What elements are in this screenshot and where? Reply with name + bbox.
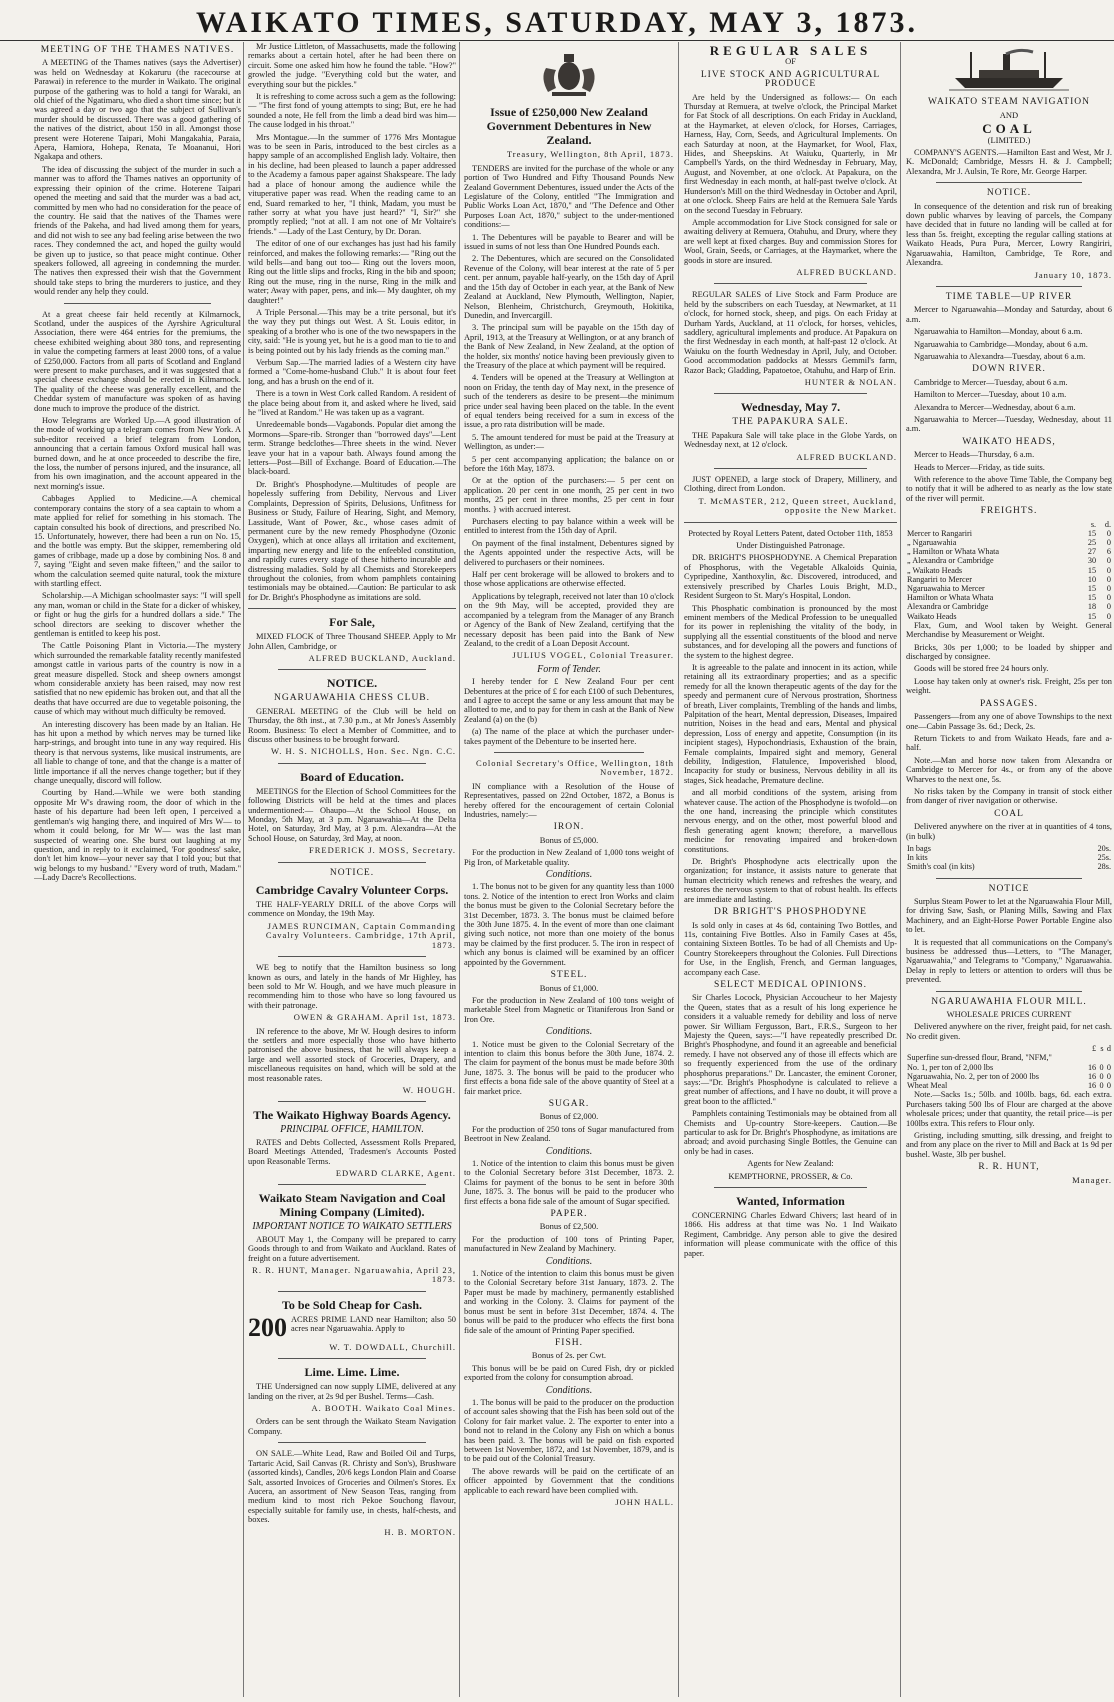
table-row — [906, 853, 1112, 862]
ad-title: For Sale, — [329, 615, 375, 630]
table-row — [906, 612, 1112, 621]
ad-text: With reference to the above Time Table, the Company beg to notify that it will be adhered to as nearly as the low state of the river will permit. — [906, 475, 1112, 503]
ad-dateline: January 10, 1873. — [1034, 269, 1112, 280]
table-cell: „ Ngaruawahia — [907, 538, 957, 548]
table-row — [906, 556, 1112, 565]
ad-signature: W. HOUGH. — [402, 1084, 456, 1095]
ad-signature: FREDERICK J. MOSS, Secretary. — [309, 845, 456, 856]
ad-signature: OWEN & GRAHAM. April 1st, 1873. — [293, 1012, 456, 1023]
table-cell: 15 — [1087, 528, 1097, 538]
table-cell: 16 — [1087, 1071, 1097, 1081]
conditions-label: Conditions. — [545, 1145, 593, 1157]
separator — [64, 303, 211, 304]
table-cell: 16 — [1087, 1062, 1097, 1072]
ad-text: IN compliance with a Resolution of the House of Representatives, passed on 22nd October, 1872, a Bonus is hereby offered for the encouragement of certain Colonial Industries, namely:— — [464, 781, 674, 819]
conditions-label: Conditions. — [545, 869, 593, 881]
ad-text: No risks taken by the Company in transit of stock either from danger of river navigation or otherwise. — [906, 786, 1112, 806]
ad-text: Ample accommodation for Live Stock consigned for sale or awaiting delivery at Remuera, Otahuhu, and Drury, where they are well kept at fixed charges. Buy and commission Stores for Wool, Grain, Seeds, or Carriages, at the Haymarket, where the goods in store are insured. — [684, 217, 897, 265]
ad-title: NOTICE. — [326, 676, 378, 691]
table-cell: 0 — [1099, 1062, 1104, 1072]
bonus-amount: Bonus of £1,000. — [539, 982, 599, 993]
table-cell — [1085, 1053, 1097, 1062]
ad-text: THE HALF-YEARLY DRILL of the above Corps will commence on Monday, the 19th May. — [248, 900, 456, 919]
table-header-cell: £ — [1092, 1044, 1097, 1054]
separator — [278, 1291, 426, 1292]
ad-text: MIXED FLOCK of Three Thousand SHEEP. Apply to Mr John Allen, Cambridge, or — [248, 632, 456, 651]
ad-signature: EDWARD CLARKE, Agent. — [335, 1168, 456, 1178]
separator — [278, 1101, 426, 1102]
timetable-row: Ngaruawahia to Mercer—Tuesday, Wednesday, about 11 a.m. — [906, 414, 1112, 434]
ad-text: ACRES PRIME LAND near Hamilton; also 50 acres near Ngaruawahia. Apply to — [291, 1314, 456, 1334]
table-cell: 0 — [1106, 1081, 1111, 1091]
article-paragraph: A Triple Personal.—This may be a trite personal, but it's the way they put things out West. A St. Louis editor, in speaking of a brother who is one of the two newspapers in the city, said: "He is young yet, but he is a good man to tie to and is being pointed out by his lady friends as the coming man." — [248, 307, 456, 355]
conditions-label: Conditions. — [545, 1384, 593, 1396]
ad-text: ABOUT May 1, the Company will be prepared to carry Goods through to and from Waikato and Auckland. Rates of freight on a future advertisement. — [248, 1234, 456, 1263]
ad-text: In consequence of the detention and risk run of breaking down public wharves by leaving of parcels, the Company have decided that in future no landing will be called at for less than 5s. freight, excepting the regular calling stations at Waikato Heads, Pura Pura, Mercer, Lowry Rangiriri, Ngaruawahia, Hamilton, Cambridge, Te Rore, and Alexandra. — [906, 201, 1112, 268]
separator — [936, 286, 1082, 287]
column-1 — [34, 42, 241, 1697]
ad-signature: H. B. MORTON. — [384, 1526, 456, 1537]
ad-title: Cambridge Cavalry Volunteer Corps. — [255, 883, 449, 898]
ad-subtitle: Under Distinguished Patronage. — [736, 540, 845, 551]
ad-text: 2. The Debentures, which are secured on the Consolidated Revenue of the Colony, will bear interest at the rate of 5 per cent. per annum, payable half-yearly, on the 15th day of April and the 15th day of October in each year, at the Bank of New Zealand at Auckland, New Plymouth, Wellington, Napier, Nelson, Blenheim, Christchurch, Greymouth, Hokitika, Dunedin, and Invercargill. — [464, 254, 674, 320]
column-2 — [248, 42, 456, 1697]
table-header-cell — [906, 1044, 1085, 1053]
table-cell: 15 — [1087, 565, 1097, 575]
ad-text: On payment of the final instalment, Debentures signed by the Agents appointed under the respective Acts, will be delivered to purchasers or their nominees. — [464, 538, 674, 567]
company-name: COAL — [982, 121, 1036, 137]
table-cell: 25 — [1087, 538, 1097, 548]
table-cell: No. 1, per ton of 2,000 lbs — [907, 1062, 994, 1072]
separator — [494, 752, 644, 753]
table-cell: „ Alexandra or Cambridge — [907, 556, 994, 566]
ad-text: Applications by telegraph, received not later than 10 o'clock on the 9th May, will be accepted, provided they are accompanied by a telegram from the Manager of any Branch or Agency of the Bank of New Zealand, certifying that the necessary deposit has been paid into the Bank of New Zealand, to the credit of a Loan Deposit Account. — [464, 591, 674, 648]
ad-text: Purchasers electing to pay balance within a week will be entitled to interest from the 15th day of April. — [464, 517, 674, 536]
separator — [936, 182, 1082, 183]
table-cell: Wheat Meal — [907, 1081, 948, 1091]
ad-title: The Waikato Highway Boards Agency. — [253, 1108, 451, 1123]
separator — [278, 956, 426, 957]
table-cell: 6 — [1106, 547, 1111, 557]
article-paragraph: Mr Justice Littleton, of Massachusetts, made the following remarks about a certain hotel, after he had been there on circuit. Some one asked him how he found the table. "How?" growled the judge. "Everything cold but the water, and everything sour but the pickles." — [248, 42, 456, 89]
bonus-amount: Bonus of £2,000. — [539, 1111, 599, 1122]
ad-text: Surplus Steam Power to let at the Ngaruawahia Flour Mill, for driving Saw, Sash, or Planing Mills, Sawing and Flax Machinery, and an Eight-Horse Power Portable Engine also to let. — [906, 897, 1112, 935]
table-header-cell — [906, 520, 1078, 529]
ad-text: Return Tickets to and from Waikato Heads, fare and a-half. — [906, 733, 1112, 753]
table-cell: 30 — [1087, 556, 1097, 566]
prices-title: WHOLESALE PRICES CURRENT — [946, 1009, 1072, 1020]
ad-signature: W. T. DOWDALL, Churchill. — [329, 1341, 456, 1352]
table-cell: 0 — [1106, 1062, 1111, 1072]
bonus-amount: Bonus of £5,000. — [539, 834, 599, 845]
article-paragraph: Dr. Bright's Phosphodyne.—Multitudes of people are hopelessly suffering from Debility, Nervous and Liver Complaints, Depression of Spirits, Delusions, Unfitness for Business or Study, Failure of Hearing, Sight, and Memory, Lassitude, Want of Power, &c., whose cases admit of permanent cure by the new remedy Phosphodyne (Ozonic Oxygen), which at once allays all irritation and excitement, imparting new energy and life to the enfeebled constitution, and rapidly cures every stage of these hitherto incurable and distressing maladies. Sold by all Chemists and Storekeepers throughout the colonies, from whom pamphlets containing testimonials may be obtained.—Caution: Be particular to ask for Dr. Bright's Phosphodyne as imitations are sold. — [248, 479, 456, 602]
ad-text: This bonus will be be paid on Cured Fish, dry or pickled exported from the colony for consumption abroad. — [464, 1363, 674, 1383]
table-cell: Ngaruawahia, No. 2, per ton of 2000 lbs — [907, 1071, 1039, 1081]
separator — [278, 1442, 426, 1443]
article-paragraph: An interesting discovery has been made by an Italian. He has hit upon a method by which nerves may be turned like harp-strings, and brought into tune in any way required. His theory is that nervous systems, like musical instruments, are all liable to change of tone, and that the change is a matter of little importance if all the nerves change together; but if they change unequally, discord will follow. — [34, 719, 241, 786]
table-cell: 16 — [1087, 1081, 1097, 1091]
table-cell: 25s. — [1097, 853, 1111, 863]
ad-signature: JOHN HALL. — [615, 1497, 674, 1507]
article-paragraph: Scholarship.—A Michigan schoolmaster says: "I will spell any man, woman or child in the State for a dicker of whiskey, or fight or hug the girls for a hundred dollars a side." The school directors are seeking to discover whether the gentleman is entitled to keep his post. — [34, 591, 241, 638]
timetable-row: Ngaruawahia to Hamilton—Monday, about 6 a.m. — [914, 327, 1083, 337]
ad-title: Waikato Steam Navigation and Coal Mining Company (Limited). — [258, 1191, 446, 1220]
ad-title: Issue of £250,000 New Zealand Government Debentures in New Zealand. — [486, 105, 652, 148]
ad-text: GENERAL MEETING of the Club will be held on Thursday, the 8th inst., at 7.30 p.m., at Mr Jones's Assembly Room. Business: To elect a Member of Committee, and to discuss other business to be brought forward. — [248, 706, 456, 744]
table-cell — [1097, 1053, 1104, 1062]
table-cell: 0 — [1099, 1081, 1104, 1091]
ad-text: JUST OPENED, a large stock of Drapery, Millinery, and Clothing, direct from London. — [684, 475, 897, 494]
ad-text: WE beg to notify that the Hamilton business so long known as ours, and lately in the hands of Mr Highley, has been sold to Mr W. Hough, and we have much pleasure in recommending him to those who have so long favoured us with their patronage. — [248, 963, 456, 1010]
ad-subtitle: LIVE STOCK AND AGRICULTURAL PRODUCE — [700, 69, 881, 90]
ad-title: REGULAR SALES — [709, 43, 872, 58]
ad-text: Dr. Bright's Phosphodyne acts electrically upon the organization; for instance, it assists nature to generate that human electricity which renews and refreshes the weary, and restores the nervous system to that of robust health. Its effects are immediate and lasting. — [684, 857, 897, 904]
passages-title: PASSAGES. — [979, 698, 1039, 709]
table-cell: 15 — [1087, 611, 1097, 621]
ad-text: Flax, Gum, and Wool taken by Weight. General Merchandise by Measurement or Weight. — [906, 620, 1112, 640]
ad-text: For the production of 250 tons of Sugar manufactured from Beetroot in New Zealand. — [464, 1124, 674, 1144]
table-cell: „ Hamilton or Whata Whata — [907, 547, 1000, 557]
ad-text: For the production in New Zealand of 1,000 tons weight of Pig Iron, of Marketable quality. — [464, 848, 674, 867]
ad-text: It is agreeable to the palate and innocent in its action, while retaining all its extraordinary properties; and as a specific remedy for all the known therapeutic agents of the day for the speedy and permanent cure of Nervous prostration, Shortness of breath, Liver complaints, Trembling of the hands and limbs, Palpitation of the heart, Mental depression, Diseases, Impaired nutrition, Noises in the head and ears, Mental and physical depression, Loss of energy and appetite, Consumption (in its incipient stages), Hypochondriasis, Exhaustion of the brain, Female complaints, Impaired sight and memory, General debility, Indigestion, Flatulence, Impoverished blood, Incapacity for study or business, Nervous debility in all its stages, Sick headache, Premature decline. — [684, 662, 897, 785]
ad-text: Sir Charles Locock, Physician Accoucheur to her Majesty the Queen, states that as a result of his long experience he considers it a valuable remedy for debility and loss of nerve power. Sir William Fergusson, Bart., F.R.S., Surgeon to her Majesty the Queen, says:—"I have repeatedly prescribed Dr. Bright's Phosphodyne, and found it an agreeable and beneficial remedy. I have not observed any of those ill effects which are so frequently experienced from the use of the ordinary phosphorus preparations." Dr. Lancaster, the eminent Coroner, says:—"Dr. Bright's Phosphodyne is calculated to relieve a great number of affections, and I have no doubt, it will prove a great boon to the afflicted." — [684, 993, 897, 1106]
table-cell: Waikato Heads — [907, 611, 957, 621]
timetable-title: WAIKATO HEADS, — [962, 436, 1056, 447]
freights-title: FREIGHTS. — [980, 506, 1038, 517]
table-row — [906, 547, 1112, 556]
ad-subtitle: THE PAPAKURA SALE. — [732, 417, 849, 428]
table-cell — [1105, 1053, 1112, 1062]
columns — [34, 42, 1114, 1702]
table-cell: Mercer to Rangariri — [907, 528, 973, 538]
table-cell: 0 — [1099, 1071, 1104, 1081]
ad-title: NOTICE. — [329, 867, 375, 878]
ad-signature: R. R. HUNT, — [978, 1162, 1040, 1173]
table-cell: 20s. — [1097, 843, 1111, 853]
ad-text: 1. The Debentures will be payable to Bearer and will be issued in sums of not less than One Hundred Pounds each. — [464, 232, 674, 252]
ad-signature: JAMES RUNCIMAN, Captain Commanding Cavalry Volunteers. Cambridge, 17th April, 1873. — [265, 920, 456, 950]
ad-text: REGULAR SALES of Live Stock and Farm Produce are held by the subscribers on each Tuesday, at Newmarket, at 11 o'clock, for horned stock, sheep, and pigs. On each Friday at Durham Yards, Auckland, at 11 o'clock, for horses, vehicles, saddlery, agricultural implements and produce. At Papakura on the first Wednesday in each month, at half-past 12 o'clock. At Waiuku on the fourth Wednesday in April, July, and October. Good accommodation paddocks at Messrs Gemmil's farm, Razor Back; Gladding, Papatoetoe, Otahuhu, and Harp of Erin. — [684, 290, 897, 375]
ad-text: Orders can be sent through the Waikato Steam Navigation Company. — [248, 1417, 456, 1436]
table-cell: 0 — [1106, 593, 1111, 603]
table-row — [906, 844, 1112, 853]
table-cell: Smith's coal (in kits) — [907, 862, 975, 872]
ad-text: IN reference to the above, Mr W. Hough desires to inform the settlers and more especially those who have hitherto patronised the above business, that he will always keep a large and well assorted stock of Groceries, Drapery, and miscellaneous requisites on hand, which will be sold at the most reasonable rates. — [248, 1026, 456, 1083]
article-heading: MEETING OF THE THAMES NATIVES. — [40, 45, 235, 55]
ad-subtitle: DR BRIGHT'S PHOSPHODYNE — [714, 907, 867, 918]
company-name: (LIMITED.) — [987, 134, 1031, 145]
bonus-title: FISH. — [555, 1337, 583, 1348]
ad-subtitle: OF — [785, 56, 796, 67]
table-cell: 0 — [1106, 1071, 1111, 1081]
ad-text: For the production in New Zealand of 100 tons weight of marketable Steel from Magnetic or Titaniferous Iron Sand or Iron Ore. — [464, 995, 674, 1024]
ad-dateline: Colonial Secretary's Office, Wellington, 18th November, 1872. — [475, 757, 674, 778]
table-cell: Rangariri to Mercer — [907, 574, 973, 584]
separator — [278, 1184, 426, 1185]
table-row — [906, 1053, 1112, 1062]
article-paragraph: How Telegrams are Worked Up.—A good illustration of the mode of working up a telegram comes from New York. A sub-editor received a brief telegram from London, announcing that a certain famous Oxford musical hall was burned down, and he at once proceeded to describe the fire, the loss, the number of persons injured, and the insurance, all from his own imagination, and the account appeared in the next morning's issue. — [34, 416, 241, 491]
table-header-cell: d — [1106, 1044, 1111, 1054]
mill-title: NGARUAWAHIA FLOUR MILL. — [931, 996, 1087, 1007]
ad-text: 1. The bonus not to be given for any quantity less than 1000 tons. 2. Notice of the intention to erect Iron Works and claim the bonus must be given to the Colonial Secretary before the 31st December, 1873. 3. The bonus must be claimed before the 30th June 1875. 4. In the event of more than one claimant giving such notice, not more than one moiety of the bonus may be claimed by the first producer. 5. The iron in respect of which any bonus is claimed will be examined by an officer appointed by the Government. — [464, 882, 674, 967]
separator — [714, 283, 867, 284]
table-row — [906, 575, 1112, 584]
bonus-title: SUGAR. — [548, 1098, 590, 1109]
conditions-label: Conditions. — [545, 1255, 593, 1267]
table-row — [906, 1072, 1112, 1081]
ad-text: TENDERS are invited for the purchase of the whole or any portion of Two Hundred and Fifty Thousand Pounds New Zealand Government Debentures, issued under the Acts of the Legislature of the Colony, entitled "The Immigration and Public Works Loan Act, 1870," and "The Defence and Other Purposes Loan Act, 1870," subject to the under-mentioned conditions:— — [464, 163, 674, 230]
coal-title: COAL — [994, 808, 1024, 819]
ad-text: Are held by the Undersigned as follows:— On each Thursday at Remuera, at twelve o'clock, the Principal Market for Fat Stock of all descriptions. On each Friday in Auckland, at the Haymarket, at eleven o'clock, for Horses, Carriages, Harness, Hay, Corn, Seeds, and Agricultural Implements. On each Saturday at noon, at the Haymarket, for Wool, Flax, Hides, and Sheepskins. At Waiuku, Quarterly, in Mr Campbell's Yards, on the third Wednesday in February, May, August, and November, at one o'clock. At Papakura, on the first Wednesday in each month, at half-past twelve o'clock. At Hunderson's Mill on the third Wednesday in October and April, at one o'clock. Sheep Fairs are held at the Remuera Sale Yards on the second Tuesday in February. — [684, 92, 897, 215]
column-3 — [464, 42, 674, 1697]
ad-text: Or at the option of the purchasers:— 5 per cent on application. 20 per cent in one month, 25 per cent in two months, 25 per cent in three months, 25 per cent in four months. } with accrued interest. — [464, 476, 674, 514]
ad-text: Delivered anywhere on the river at in quantities of 4 tons, (in bulk) — [906, 822, 1112, 841]
table-cell: 0 — [1106, 574, 1111, 584]
table-cell: Ngaruawahia to Mercer — [907, 584, 985, 594]
ad-title: To be Sold Cheap for Cash. — [281, 1297, 423, 1312]
table-cell: 0 — [1106, 538, 1111, 548]
separator — [248, 608, 456, 609]
separator — [714, 1187, 867, 1188]
column-4 — [684, 42, 897, 1697]
table-row — [906, 538, 1112, 547]
ad-text: 1. Notice of the intention to claim this bonus must be given to the Colonial Secretary before 31st January, 1873. 2. The Paper must be made by machinery, permanently established and working in the Colony. 3. Claims for payment of the bonus must be sent in before 31st December, 1874. 4. The bonus will be paid to the producer who effects the first bona fide sale of the amount of Printing Paper specified. — [464, 1269, 674, 1335]
ad-text: The above rewards will be paid on the certificate of an officer appointed by Government that the conditions applicable to each reward have been complied with. — [464, 1466, 674, 1495]
table-cell: 0 — [1106, 556, 1111, 566]
article-paragraph: The editor of one of our exchanges has just had his family reinforced, and makes the following remarks:— "Ring out the wild bells—and bang out too— Ring out the lovers moon, Ring out the little slips and frocks, Ring in the bib and spoon; Ring out the muse, ring in the nurse, Ring in the milk and water; Away with paper, pens, and ink— My daughter, oh my daughter!" — [248, 239, 456, 305]
ad-text: Half per cent brokerage will be allowed to brokers and to those whose applications are otherwise effected. — [464, 570, 674, 589]
table-row — [906, 1063, 1112, 1072]
table-cell: 0 — [1106, 565, 1111, 575]
ad-text: 4. Tenders will be opened at the Treasury at Wellington at noon on Friday, the tenth day of May next, in the presence of such of the tenderers as desire to be present—the minimum price under seal having been placed on the table. In the event of equal tenders being received for a sum in excess of the issue, a pro rata distribution will be made. — [464, 373, 674, 430]
article-paragraph: Mrs Montague.—In the summer of 1776 Mrs Montague was to be seen in Paris, introduced to the best circles as a happy sample of an accomplished English lady. Voltaire, then in his decline, had been pleased to launch a paper addressed to the Academy a famous paper against Shakspeare. The lady had a place of honour among the audience while the vituperative paper was read. When the reading came to an end, Suard remarked to her, "I think, Madam, you must be rather sorry at what you have just heard?" "I, Sir?" she promptly replied; "not at all. I am not one of Mr Voltaire's friends." —Lady of the Last Century, by Dr. Doran. — [248, 132, 456, 236]
article-paragraph: Cabbages Applied to Medicine.—A chemical contemporary contains the story of a sea captain to whom a mate applied for relief for something in his stomach. The captain consulted his book of directions, and prescribed No. 15. Unfortunately, however, there had been a run on No. 15, and the bottle was empty. But the skipper, remembering old games of cribbage, made up a dose by combining Nos. 8 and 7, saying "Eight and seven make fifteen," and the sailor to whom the calculation seemed quite natural, took the mixture with startling effect. — [34, 494, 241, 588]
ad-text: (a) The name of the place at which the purchaser under-takes payment of the Debenture to be inserted here. — [464, 727, 674, 746]
table-row — [906, 584, 1112, 593]
table-row — [906, 862, 1112, 871]
conditions-label: Conditions. — [545, 1026, 593, 1038]
timetable-row: Mercer to Ngaruawahia—Monday and Saturday, about 6 a.m. — [906, 305, 1112, 324]
separator — [684, 522, 897, 523]
article-paragraph: Courting by Hand.—While we were both standing opposite Mr W's drawing room, the door of which in the haste of his departure had been left open, I perceived a gentleman's wig hanging there, and inquired of Mrs W— to whom it could belong, for Mr W— was the last man suspected of wearing one. She burst out laughing at my question, and in reply to it exclaimed, 'For goodness' sake, don't let him know—your never say that I told you; but that wig belongs to my husband.' "Every word of truth, Madam." —Lady Dacre's Recollections. — [34, 788, 241, 883]
ad-text: It is requested that all communications on the Company's business be addressed thus—Letters, to "The Manager, Ngaruawahia," and Telegrams to "Company," Ngaruawahia. Delay in reply to letters or attention to orders will thus be prevented. — [906, 937, 1112, 985]
separator — [936, 878, 1082, 879]
table-cell: 15 — [1087, 584, 1097, 594]
table-row — [906, 1081, 1112, 1090]
column-divider — [900, 42, 901, 1697]
ad-text: CONCERNING Charles Edward Chivers; last heard of in 1866. His address at that time was No. 1 Ind Waikato Regiment, Cambridge. Any person able to give the desired information will please communicate with the office of this paper. — [684, 1211, 897, 1258]
timetable-title: TIME TABLE—UP RIVER — [945, 291, 1073, 302]
flour-price-table — [906, 1044, 1112, 1090]
timetable-row: Ngaruawahia to Cambridge—Monday, about 6 a.m. — [914, 339, 1088, 349]
ad-text: Loose hay taken only at owner's risk. Freight, 25s per ton weight. — [906, 676, 1112, 696]
article-paragraph: It is refreshing to come across such a gem as the following:— "The first fond of young attempts to sing; But, ere he had sounded a note, He fell from the limb a dead bird was him— The cause lodged in his throat." — [248, 92, 456, 130]
timetable-row: Ngaruawahia to Alexandra—Tuesday, about 6 a.m. — [914, 351, 1086, 361]
ad-signature: ALFRED BUCKLAND, Auckland. — [308, 652, 456, 663]
coal-price-table — [906, 844, 1112, 872]
ad-title: Wanted, Information — [736, 1194, 845, 1209]
ad-title: NOTICE — [988, 883, 1030, 894]
timetable-row: Mercer to Heads—Thursday, 6 a.m. — [914, 450, 1035, 460]
ad-text: For the production of 100 tons of Printing Paper, manufactured in New Zealand by Machinery. — [464, 1234, 674, 1254]
article-paragraph: The idea of discussing the subject of the murder in such a manner was to afford the Thames natives an opportunity of expressing their opinion of the crime. Hoterene Taipari opened the meeting and said that the murder was a bad act, committed by men who had no consideration for the peace of the country. He said that the natives of the Thames were friends of the Pakeha, and had lived among them for years, and did not wish to see any bad feeling arise between the two races. They condemned the act, and hoped the guilty would be given up to justice, so that peace might continue. Other speakers followed, all agreeing in condemning the murder. The natives then expressed their wish that the Government should take steps to bring the murderers to justice, and they would render any help they could. — [34, 164, 241, 297]
timetable-row: Alexandra to Mercer—Wednesday, about 6 a.m. — [914, 402, 1076, 412]
table-row — [906, 566, 1112, 575]
ad-signature: KEMPTHORNE, PROSSER, & Co. — [728, 1170, 853, 1181]
table-cell: „ Waikato Heads — [907, 565, 963, 575]
ad-title: Wednesday, May 7. — [740, 400, 841, 415]
article-paragraph: A MEETING of the Thames natives (says the Advertiser) was held on Wednesday at Kokaruru (the racecourse at Parawai) in reference to the murder in Waikato. The original purpose of the gathering was to hold a tangi for Waraki, an old chief of the Ngatimaru, who died a short time since; but it was agreed a day or two ago that the subject of Sullivan's murder should be discussed. There was a good gathering of the natives of the district, about 150 in all. Amongst those present were Hoterene Taipari, Mohi Mangakahia, Paraia, Apera, Hamiora, Hohepa, Renata, Te Moananui, Hori Ngakapa and others. — [34, 58, 241, 162]
ad-subtitle: Form of Tender. — [537, 663, 601, 675]
article-paragraph: Verbum Sap.—The married ladies of a Western city have formed a "Come-home-husband Club." It is about four feet long, and has a brush on the end of it. — [248, 358, 456, 386]
table-header-cell: s — [1100, 1044, 1104, 1054]
ad-text: THE Papakura Sale will take place in the Globe Yards, on Wednesday next, at 12 o'clock. — [684, 430, 897, 450]
ad-text: ON SALE.—White Lead, Raw and Boiled Oil and Turps, Tartaric Acid, Sail Canvas (R. Christy and Son's), Brushware (assorted kinds), Candles, 20/6 kegs London Plain and Coarse Salt, assorted Invoices of Groceries and Oilmen's Stores. Ex Aucera, an assortment of New Season Teas, ranging from medium kind to most rich Pekoe Souchong flavour, especially suitable for family use, in chests, half-chests, and boxes. — [248, 1449, 456, 1525]
freights-table — [906, 520, 1112, 621]
ad-text: MEETINGS for the Election of School Committees for the following Districts will be held at the times and places undermentioned:— Ohaupo—At the School House, on Monday, 5th May, at 3 p.m. Ngaruawahia—At the Delta Hotel, on Saturday, 3rd May, at 3 p.m. Alexandra—At the School House, on Saturday, 3rd May, at noon. — [248, 786, 456, 843]
separator — [714, 468, 867, 469]
table-cell: In bags — [907, 843, 931, 853]
masthead-rule — [0, 40, 1114, 41]
ad-number: 200 — [248, 1314, 287, 1341]
table-cell: 10 — [1087, 574, 1097, 584]
bonus-title: PAPER. — [550, 1209, 588, 1220]
article-paragraph: Unredeemable bonds—Vagabonds. Popular diet among the Mormons—Spare-rib. Stronger than "borrowed days"—Lent term. Strange bedclothes—Three sheets in the wind. Never leave your hat in a vapour bath. Always found among the letters—Post—Bill of Exchange. Board of Education.—The black-board. — [248, 420, 456, 477]
ad-title: Lime. Lime. Lime. — [304, 1365, 400, 1380]
ad-subtitle: Agents for New Zealand: — [747, 1158, 834, 1169]
separator — [278, 862, 426, 863]
ad-text: 1. Notice of the intention to claim this bonus must be given to the Colonial Secretary before 31st December, 1873. 2. Claims for payment of the bonus to be sent in before 30th June, 1875. 3. The bonus will be paid to the producer who first effects a bona fide sale of the amount of Sugar specified. — [464, 1159, 674, 1206]
ad-text: 1. Notice must be given to the Colonial Secretary of the intention to claim this bonus before the 30th June, 1874. 2. The claim for payment of the bonus must be made before 30th June, 1875. 3. The bonus will be paid to the producer who first effects a bona fide sale of the above quantity of Steel at a fair market price. — [464, 1039, 674, 1096]
table-cell: 28s. — [1097, 862, 1111, 872]
ad-text: DR. BRIGHT'S PHOSPHODYNE. A Chemical Preparation of Phosphorus, with the Vegetable Alkaloids Quinia, Cypripedine, Xanthoxylin, &c. Discovered, introduced, and extensively prescribed by Charles Louis Bright, M.D., Resident Surgeon to St. Mary's Hospital, London. — [684, 553, 897, 601]
ad-text: Is sold only in cases at 4s 6d, containing Two Bottles, and 11s, containing Five Bottles. Also in Family Cases at 45s, containing Sixteen Bottles. To be had of all Chemists and Up-Country Storekeepers throughout the Colonies. Full Directions for Use, in the English, French, and German languages, accompany each Case. — [684, 920, 897, 977]
ad-text: THE Undersigned can now supply LIME, delivered at any landing on the river, at 2s 9d per Bushel. Terms—Cash. — [248, 1382, 456, 1401]
ad-block — [248, 1315, 456, 1341]
ad-subtitle: PRINCIPAL OFFICE, HAMILTON. — [280, 1124, 424, 1136]
bonus-title: STEEL. — [550, 970, 588, 981]
steamship-icon — [906, 48, 1112, 94]
timetable-row: Hamilton to Mercer—Tuesday, about 10 a.m. — [914, 390, 1067, 400]
table-cell: In kits — [907, 853, 928, 863]
masthead-title: WAIKATO TIMES, SATURDAY, MAY 3, 1873. — [196, 6, 918, 39]
table-cell: Superfine sun-dressed flour, Brand, "NFM," — [907, 1053, 1052, 1063]
ad-signature: T. McMASTER, 212, Queen street, Auckland, opposite the New Market. — [698, 495, 897, 516]
column-divider — [678, 42, 679, 1697]
ad-text: 5. The amount tendered for must be paid at the Treasury at Wellington, as under:— — [464, 432, 674, 452]
ad-text: Delivered anywhere on the river, freight paid, for net cash. No credit given. — [906, 1022, 1112, 1041]
ad-text: 5 per cent accompanying application; the balance on or before the 16th May, 1873. — [464, 454, 674, 473]
ad-title: NOTICE. — [986, 188, 1032, 199]
ad-subtitle: NGARUAWAHIA CHESS CLUB. — [273, 693, 431, 704]
table-cell: 15 — [1087, 593, 1097, 603]
ad-signature: JULIUS VOGEL, Colonial Treasurer. — [512, 650, 674, 661]
timetable-title: DOWN RIVER. — [972, 364, 1046, 375]
ad-signature: A. BOOTH. Waikato Coal Mines. — [311, 1403, 456, 1414]
ad-text: and all morbid conditions of the system, arising from whatever cause. The action of the Phosphodyne is twofold—on the one hand, increasing the principle which constitutes nervous energy, and on the other, most powerful blood and flesh generating agent known; therefore, a marvellous medicine for renovating impaired and broken-down constitutions. — [684, 788, 897, 854]
ad-signature: W. H. S. NICHOLLS, Hon. Sec. Ngn. C.C. — [270, 746, 456, 757]
column-divider — [243, 42, 244, 1697]
bonus-amount: Bonus of 2s. per Cwt. — [531, 1350, 607, 1361]
separator — [714, 393, 867, 394]
column-divider — [459, 42, 460, 1697]
table-row — [906, 529, 1112, 538]
ad-text: Passengers—from any one of above Townships to the next one—Cabin Passage 3s. 6d.; Deck, 2s. — [906, 712, 1112, 731]
table-cell: Hamilton or Whata Whata — [907, 593, 994, 603]
ad-text: Goods will be stored free 24 hours only. — [914, 664, 1049, 674]
ad-signature: ALFRED BUCKLAND. — [796, 451, 897, 462]
table-cell: 0 — [1106, 528, 1111, 538]
table-row — [906, 602, 1112, 611]
separator — [278, 669, 426, 670]
table-header-cell: d. — [1104, 519, 1111, 529]
masthead — [0, 0, 1114, 40]
article-paragraph: There is a town in West Cork called Random. A resident of the place being about from it, and asked where he lived, said he "lived at Random." He was taken up as a vagrant. — [248, 389, 456, 418]
ad-text: RATES and Debts Collected, Assessment Rolls Prepared, Board Meetings Attended, Tradesmen's Accounts Posted upon Reasonable Terms. — [248, 1137, 456, 1166]
ad-text: I hereby tender for £ New Zealand Four per cent Debentures at the price of £ for each £100 of such Debentures, and I agree to accept the same or any less amount that may be allotted to me, and to pay for them in cash at the Bank of New Zealand (a) on the (b) — [464, 677, 674, 724]
bonus-title: IRON. — [553, 822, 585, 833]
timetable-row: Heads to Mercer—Friday, as tide suits. — [914, 462, 1045, 472]
table-cell: 0 — [1106, 611, 1111, 621]
company-name-and: AND — [999, 109, 1019, 120]
ad-signature: R. R. HUNT, Manager. Ngaruawahia, April 23, 1873. — [252, 1265, 456, 1285]
table-cell: 27 — [1087, 547, 1097, 557]
ad-subtitle: IMPORTANT NOTICE TO WAIKATO SETTLERS — [252, 1221, 452, 1233]
ad-dateline: Treasury, Wellington, 8th April, 1873. — [506, 149, 674, 160]
column-5 — [906, 42, 1112, 1697]
ad-subtitle: SELECT MEDICAL OPINIONS. — [713, 979, 868, 990]
ad-text: Note.—Man and horse now taken from Alexandra or Cambridge to Mercer for 4s., or from any of the above Wharves to the next one, 5s. — [906, 755, 1112, 784]
ad-text: Pamphlets containing Testimonials may be obtained from all Chemists and Up-country Store-keepers. Caution.—Be particular to ask for Dr. Bright's Phosphodyne, as imitations are abroad; and avoid purchasing Single Bottles, the Genuine can only be had in cases. — [684, 1109, 897, 1156]
ad-text: This Phosphatic combination is pronounced by the most eminent members of the Medical Profession to be unequalled for its power in replenishing the vitality of the body, in supplying all the essential constituents of the blood and nerve substances, and for developing all the powers and functions of the system to the highest degree. — [684, 603, 897, 660]
table-header-row — [906, 520, 1112, 529]
separator — [936, 991, 1082, 992]
ad-signature: ALFRED BUCKLAND. — [796, 266, 897, 277]
company-name: WAIKATO STEAM NAVIGATION — [928, 97, 1090, 108]
bonus-amount: Bonus of £2,500. — [539, 1221, 599, 1232]
ad-text: Bricks, 30s per 1,000; to be loaded by shipper and discharged by consignee. — [906, 642, 1112, 662]
table-cell: Alexandra or Cambridge — [907, 602, 989, 612]
ad-signature: HUNTER & NOLAN. — [804, 377, 897, 387]
royal-crest-icon — [464, 48, 674, 100]
ad-text: 1. The bonus will be paid to the producer on the production of account sales showing that the Fish has been sold out of the Colony for fair market value. 2. The exporter to enter into a bond not to reland in the Colony any Fish on which a bonus has been paid. 3. The bonus will be paid on fish exported between 1st November, 1872, and 1st November, 1879, and is to be paid out of the Colonial Treasury. — [464, 1397, 674, 1464]
table-cell: 18 — [1087, 602, 1097, 612]
ad-signature-role: Manager. — [1072, 1174, 1112, 1185]
timetable-row: Cambridge to Mercer—Tuesday, about 6 a.m. — [914, 377, 1068, 387]
table-header-row — [906, 1044, 1112, 1053]
ad-text: COMPANY'S AGENTS.—Hamilton East and West, Mr J. K. McDonald; Cambridge, Messrs H. & J. Campbell; Alexandra, Mr J. Aulsin, Te Rore, Mr. George Harper. — [906, 148, 1112, 176]
ad-subtitle: Protected by Royal Letters Patent, dated October 11th, 1853 — [688, 527, 893, 538]
ad-text: 3. The principal sum will be payable on the 15th day of April, 1913, at the Treasury at Wellington, or at any branch of the Bank of New Zealand, in New Zealand, at the option of the holder, six months' notice having been previously given to the Treasury of the place at which payment will be required. — [464, 323, 674, 370]
separator — [278, 1358, 426, 1359]
table-row — [906, 593, 1112, 602]
table-cell: 0 — [1106, 602, 1111, 612]
ad-text: Gristing, including smutting, silk dressing, and freight to and from any place on the river to Mill and Back at 1s 9d per bushel. Waste, 3lb per bushel. — [906, 1130, 1112, 1159]
article-paragraph: The Cattle Poisoning Plant in Victoria.—The mystery which surrounded the remarkable fatality recently manifested amongst cattle in various parts of the country is now in a great measure dispelled. Stock and sheep owners amongst whom considerable anxiety has been raised, may now rest satisfied that no new epidemic has broken out, and that all the deaths that have occurred are due to vegetable poisoning, the cause of which may without much difficulty be removed. — [34, 641, 241, 717]
ad-text: Note.—Sacks 1s.; 50lb. and 100lb. bags, 6d. each extra. Purchasers taking 500 lbs of Flour are charged at the above wholesale prices; under that quantity, the retail price—is per 100lbs extra. This refers to Flour only. — [906, 1090, 1112, 1128]
table-cell: 0 — [1106, 584, 1111, 594]
table-header-cell: s. — [1090, 519, 1097, 529]
separator — [278, 763, 426, 764]
ad-title: Board of Education. — [300, 769, 404, 784]
article-paragraph: At a great cheese fair held recently at Kilmarnock, Scotland, under the auspices of the Ayrshire Agricultural Association, there were 464 entries for the premiums, the cheese exhibited weighing about 380 tons, and representing in value the competing farmers at least 2000 tons, of a value of £250,000. Factors from all parts of Scotland and England were present to make purchases, and it was suggested that a special cheese exchange should be erected in Kilmarnock. The quality of the cheese was generally excellent, and the Cheddar system of manufacture was spoken of as having done much to improve the produce of the district. — [34, 309, 241, 413]
